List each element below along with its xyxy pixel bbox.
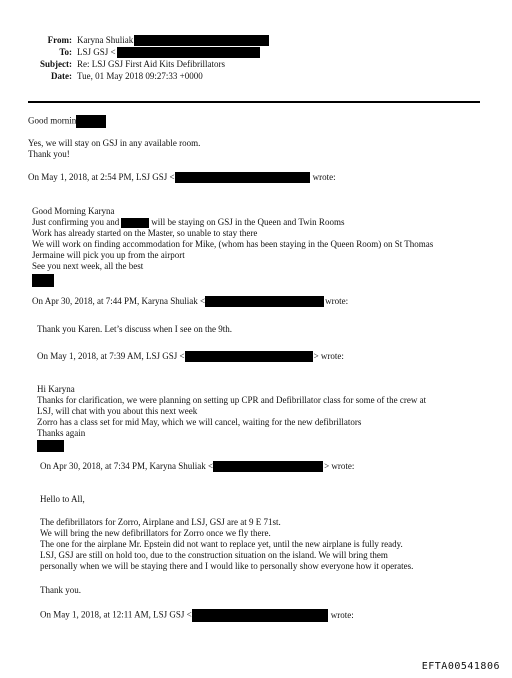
body-line: Zorro has a class set for mid May, which we will cancel, waiting for the new defibrillators [37,417,362,427]
to-label: To: [59,47,72,57]
subject-label: Subject: [40,59,72,69]
body-line: Yes, we will stay on GSJ in any available room. [28,138,201,148]
body-line: We will bring the new defibrillators for Zorro once we fly there. [40,528,271,538]
body-line: Hi Karyna [37,384,75,394]
body-line: The defibrillators for Zorro, Airplane and LSJ, GSJ are at 9 E 71st. [40,517,281,527]
body-line: Just confirming you and will be staying on GSJ in the Queen and Twin Rooms [32,217,345,227]
redaction [175,172,310,183]
body-line: LSJ, will chat with you about this next week [37,406,198,416]
body-line: On May 1, 2018, at 12:11 AM, LSJ GSJ < wrote: [40,609,354,622]
redaction [32,274,54,287]
date-label: Date: [51,71,72,81]
body-line: On Apr 30, 2018, at 7:34 PM, Karyna Shuliak < > wrote: [40,461,355,471]
body-line: Work has already started on the Master, so unable to stay there [32,228,258,238]
redaction [76,115,106,128]
redaction [134,35,269,46]
redaction [213,461,323,472]
body-line: Thank you. [40,585,81,595]
redaction [205,296,324,307]
body-line: On Apr 30, 2018, at 7:44 PM, Karyna Shuliak < wrote: [32,296,349,306]
redaction [37,440,64,452]
from-value: Karyna Shuliak [77,35,134,45]
to-value: LSJ GSJ < [77,47,116,57]
body-line: Thanks for clarification, we were planning on setting up CPR and Defibrillator class for some of the crew at [37,395,427,405]
body-line: The one for the airplane Mr. Epstein did not want to replace yet, until the new airplane is fully ready. [40,539,403,549]
body-line: Good Morning Karyna [32,206,115,216]
body-line: LSJ, GSJ are still on hold too, due to the construction situation on the island. We will bring them [40,550,388,560]
body-line: Good mornin [28,115,106,128]
redaction [185,351,313,362]
body-line: We will work on finding accommodation for Mike, (whom has been staying in the Queen Room) on St Thomas [32,239,434,249]
redaction [192,609,328,622]
document-id: EFTA00541806 [421,661,500,672]
date-value: Tue, 01 May 2018 09:27:33 +0000 [77,71,203,81]
redaction [117,47,260,58]
redaction [121,218,149,228]
body-line: On May 1, 2018, at 2:54 PM, LSJ GSJ < wrote: [28,172,336,182]
body-line: On May 1, 2018, at 7:39 AM, LSJ GSJ < > wrote: [37,351,344,361]
body-line: Thanks again [37,428,86,438]
body-line: Hello to All, [40,494,85,504]
header-divider [28,101,480,103]
body-line: Jermaine will pick you up from the airport [32,250,185,260]
body-line: Thank you! [28,149,70,159]
body-line: Thank you Karen. Let’s discuss when I see on the 9th. [37,324,232,334]
subject-value: Re: LSJ GSJ First Aid Kits Defibrillators [77,59,226,69]
from-label: From: [47,35,72,45]
body-line: personally when we will be staying there and I would like to personally show everyone how it operates. [40,561,414,571]
body-line: See you next week, all the best [32,261,144,271]
